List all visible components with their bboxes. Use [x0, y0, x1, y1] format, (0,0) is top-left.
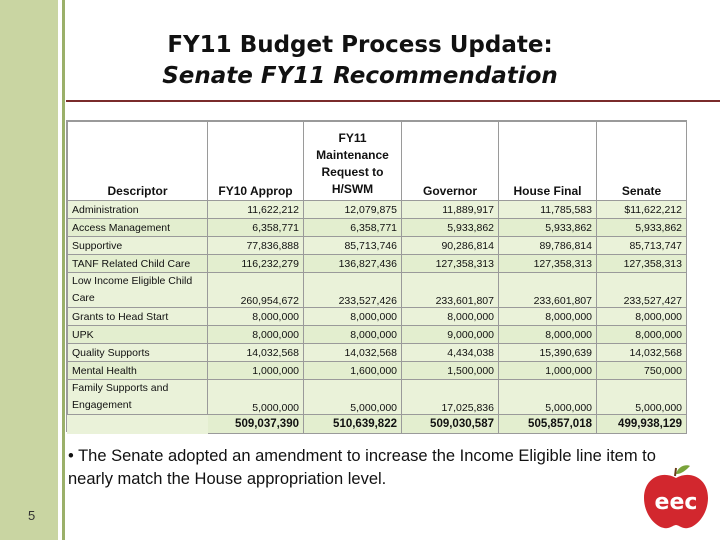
- cell-house-final: 15,390,639: [499, 344, 597, 362]
- row-descriptor: Low Income Eligible Child Care: [68, 273, 208, 308]
- totals-label-cell: [68, 415, 208, 434]
- cell-fy11-request: 12,079,875: [304, 201, 402, 219]
- cell-senate: 5,000,000: [597, 380, 687, 415]
- table-row: [68, 308, 687, 326]
- cell-fy11-request: 14,032,568: [304, 344, 402, 362]
- total-senate: 499,938,129: [597, 415, 687, 434]
- slide-title: [80, 30, 640, 92]
- total-fy11-request: 510,639,822: [304, 415, 402, 434]
- header-fy11-maintenance: FY11 Maintenance Request to H/SWM: [304, 122, 402, 201]
- table-row: [68, 362, 687, 380]
- totals-row: [68, 415, 687, 434]
- cell-governor: 90,286,814: [402, 237, 499, 255]
- cell-governor: 1,500,000: [402, 362, 499, 380]
- table-row: [68, 201, 687, 219]
- row-descriptor: Quality Supports: [68, 344, 208, 362]
- cell-senate: 5,933,862: [597, 219, 687, 237]
- header-house-final: House Final: [499, 122, 597, 201]
- cell-fy11-request: 6,358,771: [304, 219, 402, 237]
- title-divider: [66, 100, 720, 102]
- bullet-note: • The Senate adopted an amendment to increase the Income Eligible line item to nearly match the House appropriation level.: [68, 447, 656, 488]
- total-fy10: 509,037,390: [208, 415, 304, 434]
- table-row: [68, 237, 687, 255]
- cell-governor: 233,601,807: [402, 273, 499, 308]
- cell-fy10: 11,622,212: [208, 201, 304, 219]
- total-governor: 509,030,587: [402, 415, 499, 434]
- cell-house-final: 127,358,313: [499, 255, 597, 273]
- table-row: [68, 380, 687, 415]
- page-number: 5: [28, 508, 36, 523]
- cell-senate: 233,527,427: [597, 273, 687, 308]
- cell-house-final: 233,601,807: [499, 273, 597, 308]
- table-row: [68, 255, 687, 273]
- cell-fy10: 77,836,888: [208, 237, 304, 255]
- cell-fy11-request: 8,000,000: [304, 308, 402, 326]
- cell-senate: $11,622,212: [597, 201, 687, 219]
- table-row: [68, 273, 687, 308]
- apple-stem-icon: [675, 468, 676, 476]
- table-header-row: [68, 122, 687, 201]
- cell-house-final: 89,786,814: [499, 237, 597, 255]
- row-descriptor: Family Supports and Engagement: [68, 380, 208, 415]
- header-fy10-approp: FY10 Approp: [208, 122, 304, 201]
- logo-text: eec: [654, 490, 698, 515]
- cell-fy11-request: 136,827,436: [304, 255, 402, 273]
- cell-fy10: 8,000,000: [208, 326, 304, 344]
- cell-fy11-request: 85,713,746: [304, 237, 402, 255]
- row-descriptor: Access Management: [68, 219, 208, 237]
- table-row: [68, 219, 687, 237]
- cell-fy11-request: 5,000,000: [304, 380, 402, 415]
- eec-apple-logo-icon: [638, 462, 714, 532]
- cell-fy11-request: 8,000,000: [304, 326, 402, 344]
- header-senate: Senate: [597, 122, 687, 201]
- cell-senate: 750,000: [597, 362, 687, 380]
- cell-senate: 14,032,568: [597, 344, 687, 362]
- cell-fy10: 8,000,000: [208, 308, 304, 326]
- left-accent-line: [62, 0, 65, 540]
- cell-house-final: 8,000,000: [499, 308, 597, 326]
- row-descriptor: Mental Health: [68, 362, 208, 380]
- left-accent-bar: [0, 0, 58, 540]
- cell-senate: 127,358,313: [597, 255, 687, 273]
- cell-governor: 4,434,038: [402, 344, 499, 362]
- cell-fy10: 5,000,000: [208, 380, 304, 415]
- title-line-1: FY11 Budget Process Update:: [167, 32, 553, 58]
- cell-house-final: 5,000,000: [499, 380, 597, 415]
- cell-senate: 8,000,000: [597, 308, 687, 326]
- cell-senate: 8,000,000: [597, 326, 687, 344]
- cell-governor: 9,000,000: [402, 326, 499, 344]
- cell-fy10: 6,358,771: [208, 219, 304, 237]
- table-row: [68, 344, 687, 362]
- apple-leaf-icon: [676, 465, 690, 474]
- row-descriptor: Supportive: [68, 237, 208, 255]
- cell-house-final: 5,933,862: [499, 219, 597, 237]
- row-descriptor: UPK: [68, 326, 208, 344]
- cell-governor: 127,358,313: [402, 255, 499, 273]
- row-descriptor: Grants to Head Start: [68, 308, 208, 326]
- cell-fy10: 260,954,672: [208, 273, 304, 308]
- cell-fy11-request: 1,600,000: [304, 362, 402, 380]
- title-line-2: Senate FY11 Recommendation: [162, 63, 558, 89]
- cell-house-final: 1,000,000: [499, 362, 597, 380]
- header-descriptor: Descriptor: [68, 122, 208, 201]
- cell-fy10: 1,000,000: [208, 362, 304, 380]
- cell-fy10: 116,232,279: [208, 255, 304, 273]
- cell-fy10: 14,032,568: [208, 344, 304, 362]
- table-row: [68, 326, 687, 344]
- cell-senate: 85,713,747: [597, 237, 687, 255]
- header-governor: Governor: [402, 122, 499, 201]
- budget-table: [67, 121, 687, 434]
- cell-house-final: 11,785,583: [499, 201, 597, 219]
- total-house-final: 505,857,018: [499, 415, 597, 434]
- cell-house-final: 8,000,000: [499, 326, 597, 344]
- row-descriptor: TANF Related Child Care: [68, 255, 208, 273]
- budget-table-container: [66, 120, 687, 432]
- row-descriptor: Administration: [68, 201, 208, 219]
- cell-governor: 11,889,917: [402, 201, 499, 219]
- cell-governor: 17,025,836: [402, 380, 499, 415]
- cell-governor: 8,000,000: [402, 308, 499, 326]
- cell-fy11-request: 233,527,426: [304, 273, 402, 308]
- cell-governor: 5,933,862: [402, 219, 499, 237]
